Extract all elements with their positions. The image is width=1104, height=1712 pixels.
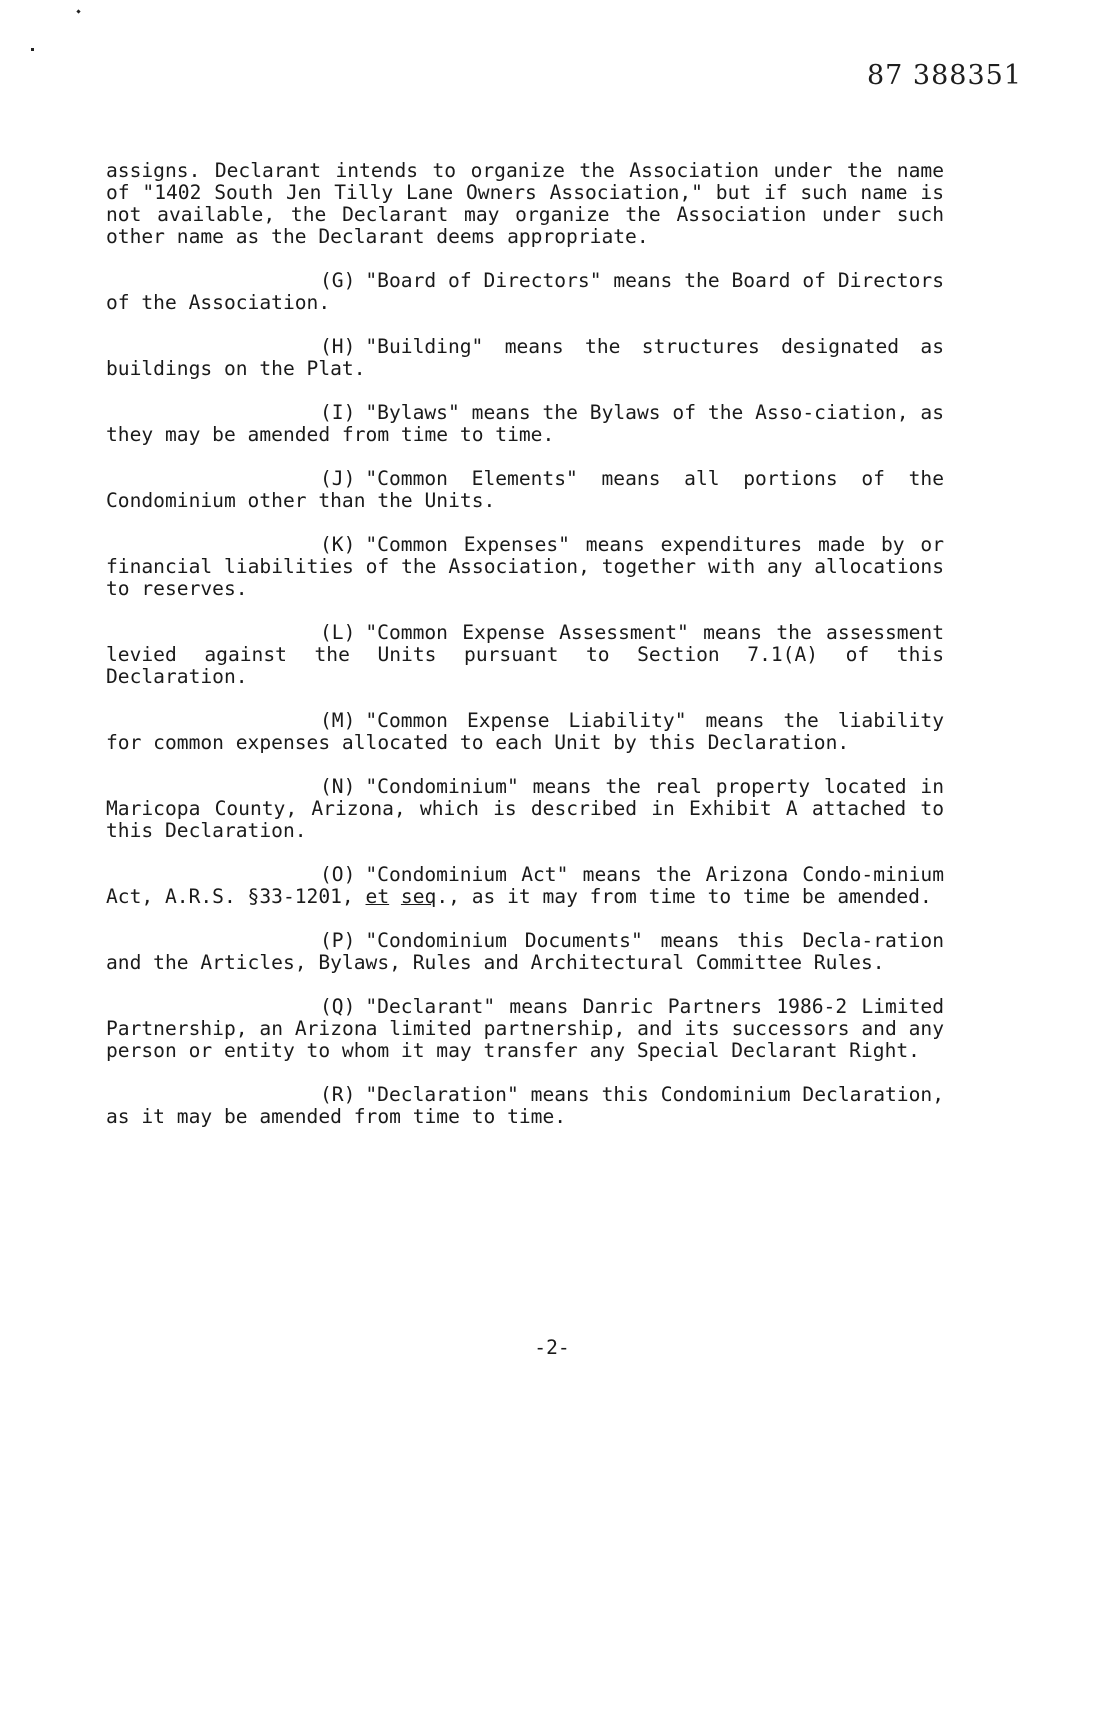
- definition-h: [106, 336, 944, 380]
- definition-i: [106, 402, 944, 446]
- definition-text: "Building" means the structures designated as buildings on the Plat.: [106, 335, 944, 380]
- definition-label: (J): [320, 467, 356, 490]
- definition-label: (G): [320, 269, 356, 292]
- definition-label: (R): [320, 1083, 356, 1106]
- definition-o: [106, 864, 944, 908]
- definition-text: "Common Elements" means all portions of the Condominium other than the Units.: [106, 467, 944, 512]
- scan-speck: [31, 48, 34, 51]
- definition-l: [106, 622, 944, 688]
- definition-k: [106, 534, 944, 600]
- definition-text: "Common Expense Assessment" means the assessment levied against the Units pursuant to Section 7.1(A) of this Declaration.: [106, 621, 944, 688]
- definition-label: (Q): [320, 995, 356, 1018]
- definition-m: [106, 710, 944, 754]
- definition-label: (I): [320, 401, 356, 424]
- definition-text: "Common Expense Liability" means the liability for common expenses allocated to each Unit by this Declaration.: [106, 709, 944, 754]
- definition-text: "Bylaws" means the Bylaws of the Asso-ciation, as they may be amended from time to time.: [106, 401, 944, 446]
- citation-seq: seq: [400, 885, 437, 908]
- definition-text: "Declarant" means Danric Partners 1986-2 Limited Partnership, an Arizona limited partnership, and its successors and any person or entity to whom it may transfer any Special Declarant Right.: [106, 995, 944, 1062]
- citation-et: et: [365, 885, 390, 908]
- definition-text: ., as it may from time to time be amended.: [436, 885, 932, 908]
- scan-speck: [76, 9, 80, 13]
- definition-r: [106, 1084, 944, 1128]
- definition-label: (O): [320, 863, 356, 886]
- definition-text: "Condominium Documents" means this Decla-ration and the Articles, Bylaws, Rules and Architectural Committee Rules.: [106, 929, 944, 974]
- definition-text: "Declaration" means this Condominium Declaration, as it may be amended from time to time.: [106, 1083, 944, 1128]
- definition-label: (L): [320, 621, 356, 644]
- definition-label: (N): [320, 775, 356, 798]
- definition-text: "Condominium" means the real property located in Maricopa County, Arizona, which is described in Exhibit A attached to this Declaration.: [106, 775, 944, 842]
- definition-label: (H): [320, 335, 356, 358]
- page-number: -2-: [534, 1336, 570, 1359]
- definition-label: (M): [320, 709, 356, 732]
- definition-text: "Common Expenses" means expenditures made by or financial liabilities of the Association, together with any allocations to reserves.: [106, 533, 944, 600]
- lead-paragraph: assigns. Declarant intends to organize the Association under the name of "1402 South Jen Tilly Lane Owners Association," but if such name is not available, the Declarant may organize the Association under such other name as the Declarant deems appropriate.: [106, 159, 944, 248]
- definition-label: (P): [320, 929, 356, 952]
- definition-text: [389, 885, 401, 908]
- document-body: [106, 160, 944, 1150]
- recording-stamp-number: 87 388351: [866, 60, 1022, 91]
- definition-g: [106, 270, 944, 314]
- definition-text: "Board of Directors" means the Board of Directors of the Association.: [106, 269, 944, 314]
- definition-label: (K): [320, 533, 356, 556]
- definition-text: "Condominium Act" means the Arizona Condo-minium Act, A.R.S. §33-1201,: [106, 863, 944, 908]
- definition-j: [106, 468, 944, 512]
- definition-q: [106, 996, 944, 1062]
- definition-p: [106, 930, 944, 974]
- definition-n: [106, 776, 944, 842]
